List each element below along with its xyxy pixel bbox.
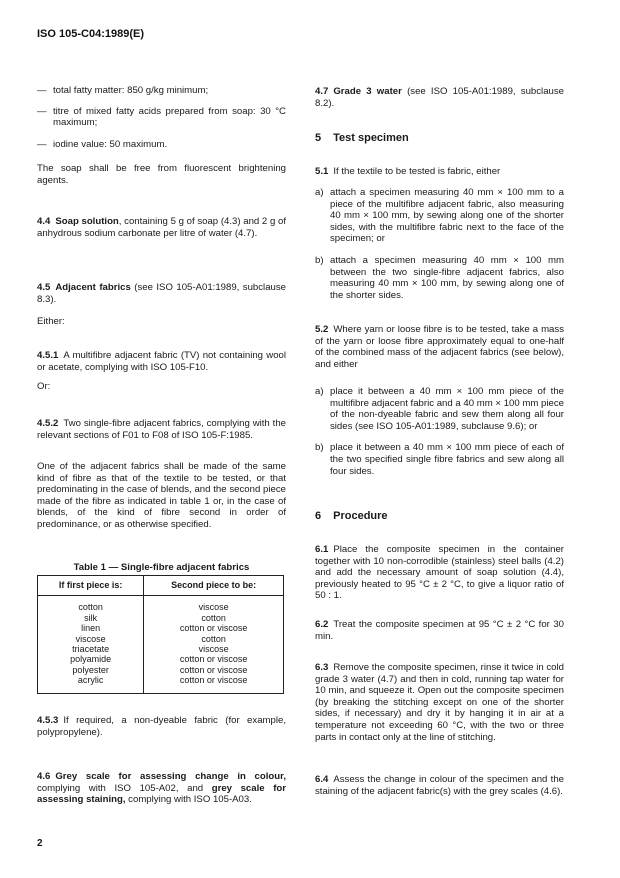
page-number: 2	[37, 838, 43, 849]
clause-5-2: 5.2 Where yarn or loose fibre is to be tested, take a mass of the yarn or loose fibre approximately equal to one-half of the combined mass of the adjacent fabrics (see below), and either	[315, 324, 564, 370]
single-fibre-table	[37, 575, 284, 694]
list-item-b: b) place it between a 40 mm × 100 mm piece of each of the two specified single fibre fabrics and sew along all four sides.	[315, 442, 564, 477]
soap-spec-item: — total fatty matter: 850 g/kg minimum;	[37, 85, 209, 96]
list-item-b: b) attach a specimen measuring 40 mm × 100 mm between the two single-fibre adjacent fabrics, also measuring 40 mm × 100 mm, by sewing along one of the shorter sides.	[315, 254, 564, 301]
clause-6-3: 6.3 Remove the composite specimen, rinse it twice in cold grade 3 water (4.7) and then in cold, running tap water for 10 min, and squeeze it. Open out the composite specimen (by breaking the stitching except on one of the shorter sides, if necessary) and dry it by hanging it in air at a temperature not exceeding 60 °C, with the two or three parts in contact only at the line of stitching.	[315, 662, 564, 743]
clause-6-2: 6.2 Treat the composite specimen at 95 °C ± 2 °C for 30 min.	[315, 619, 564, 642]
document-id-header: ISO 105-C04:1989(E)	[37, 28, 144, 40]
first-piece-column: cotton silk linen viscose triacetate polyamide polyester acrylic	[38, 596, 144, 693]
dash-bullet: —	[37, 85, 47, 96]
clause-5-1: 5.1 If the textile to be tested is fabric, either	[315, 166, 501, 177]
section-5-heading: 5 Test specimen	[315, 132, 409, 144]
clause-4-5-2: 4.5.2 Two single-fibre adjacent fabrics, complying with the relevant sections of F01 to F08 of ISO 105-F:1985.	[37, 418, 286, 441]
clause-4-5-3: 4.5.3 If required, a non-dyeable fabric (for example, polypropylene).	[37, 715, 286, 738]
second-piece-column: viscose cotton cotton or viscose cotton viscose cotton or viscose cotton or viscose cotton or viscose	[179, 602, 248, 686]
section-6-heading: 6 Procedure	[315, 510, 388, 522]
soap-spec-list	[37, 85, 286, 150]
clause-4-5: 4.5 Adjacent fabrics (see ISO 105-A01:1989, subclause 8.3).	[37, 282, 286, 305]
clause-4-4: 4.4 Soap solution, containing 5 g of soap (4.3) and 2 g of anhydrous sodium carbonate per litre of water (4.7).	[37, 216, 286, 239]
clause-6-4: 6.4 Assess the change in colour of the specimen and the staining of the adjacent fabric(s) with the grey scales (4.6).	[315, 774, 564, 797]
soap-note: The soap shall be free from fluorescent brightening agents.	[37, 163, 286, 186]
or-label: Or:	[37, 381, 51, 392]
header-second-piece: Second piece to be:	[144, 576, 284, 596]
soap-spec-item: — titre of mixed fatty acids prepared from soap: 30 °C maximum;	[37, 105, 286, 129]
clause-5-2-list	[315, 386, 564, 477]
clause-4-5-1: 4.5.1 A multifibre adjacent fabric (TV) not containing wool or acetate, complying with ISO 105-F10.	[37, 350, 286, 373]
table-row	[38, 596, 284, 693]
dash-bullet: —	[37, 105, 47, 117]
clause-5-1-list	[315, 187, 564, 301]
clause-4-7: 4.7 Grade 3 water (see ISO 105-A01:1989, subclause 8.2).	[315, 86, 564, 109]
clause-6-1: 6.1 Place the composite specimen in the container together with 10 non-corrodible (stainless) steel balls (4.2) and add the necessary amount of soap solution (4.4), previously heated to 95 °C ± 2 °C, to give a liquor ratio of 50 : 1.	[315, 544, 564, 602]
either-label: Either:	[37, 316, 65, 327]
table-1-caption: Table 1 — Single-fibre adjacent fabrics	[73, 562, 250, 573]
clause-4-6: 4.6 Grey scale for assessing change in colour, complying with ISO 105-A02, and grey scale for assessing staining, complying with ISO 105-A03.	[37, 771, 286, 806]
header-first-piece: If first piece is:	[38, 576, 144, 596]
list-item-a: a) attach a specimen measuring 40 mm × 100 mm to a piece of the multifibre adjacent fabric, also measuring 40 mm × 100 mm, by sewing along one of the shorter sides, with the multifibre fabric next to the face of the specimen; or	[315, 187, 564, 245]
dash-bullet: —	[37, 138, 47, 150]
adjacent-fabric-note: One of the adjacent fabrics shall be made of the same kind of fibre as that of the textile to be tested, or that predominating in the case of blends, and the second piece made of the fibre as indicated in table 1 or, in the case of blends, of the kind of fibre second in order of predominance, or as otherwise specified.	[37, 461, 286, 530]
table-header-row	[38, 576, 284, 596]
soap-spec-item: — iodine value: 50 maximum.	[37, 138, 168, 150]
list-item-a: a) place it between a 40 mm × 100 mm piece of the multifibre adjacent fabric and a 40 mm × 100 mm piece of the non-dyeable fabric and sew them along all four sides (see ISO 105-A01:1989, subclause 9.6); or	[315, 386, 564, 432]
